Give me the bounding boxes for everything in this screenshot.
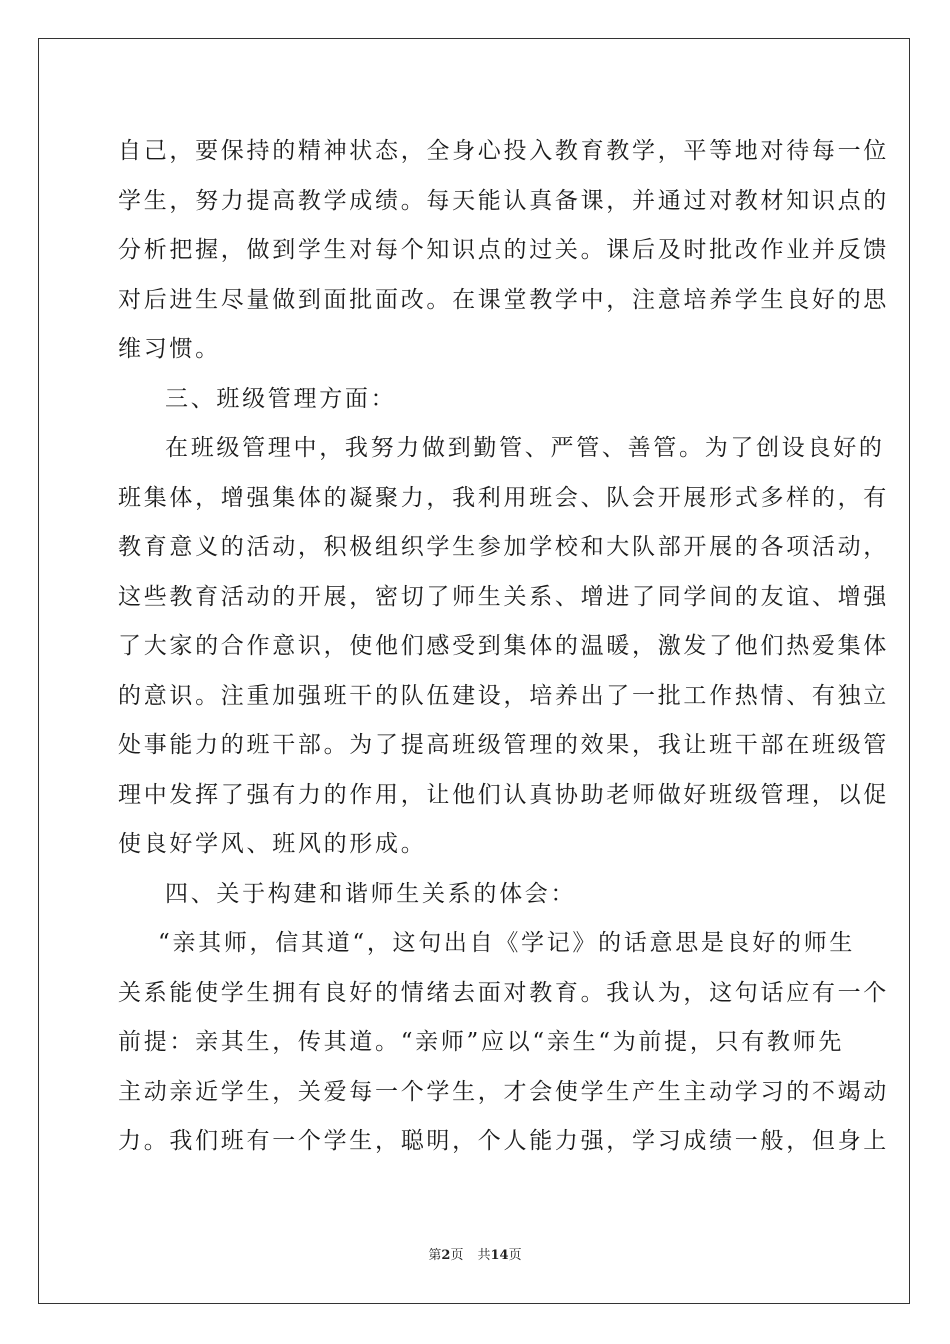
text-line: 关系能使学生拥有良好的情绪去面对教育。我认为，这句话应有一个 [118, 979, 889, 1006]
section-heading: 三、班级管理方面： [165, 385, 397, 412]
total-suffix: 页 [508, 1248, 522, 1263]
text-line: 学生，努力提高教学成绩。每天能认真备课，并通过对教材知识点的 [118, 187, 889, 214]
text-line: 的意识。注重加强班干的队伍建设，培养出了一批工作热情、有独立 [118, 682, 889, 709]
text-line: 处事能力的班干部。为了提高班级管理的效果，我让班干部在班级管 [118, 732, 889, 758]
page-total: 14 [490, 1248, 509, 1263]
page-prefix: 第 [428, 1248, 442, 1263]
page-suffix: 页 [450, 1248, 464, 1263]
text-line: 对后进生尽量做到面批面改。在课堂教学中，注意培养学生良好的思 [118, 286, 889, 313]
text-line: 班集体，增强集体的凝聚力，我利用班会、队会开展形式多样的，有 [118, 484, 889, 511]
text-line: 这些教育活动的开展，密切了师生关系、增进了同学间的友谊、增强 [118, 583, 889, 610]
text-line: 力。我们班有一个学生，聪明，个人能力强，学习成绩一般，但身上 [118, 1128, 889, 1154]
text-line: 自己，要保持的精神状态，全身心投入教育教学，平等地对待每一位 [118, 138, 889, 164]
document-body [118, 127, 889, 1167]
text-line: 主动亲近学生，关爱每一个学生，才会使学生产生主动学习的不竭动 [118, 1078, 889, 1105]
text-line: 前提：亲其生，传其道。“亲师”应以“亲生“为前提，只有教师先 [118, 1029, 845, 1055]
total-prefix: 共 [477, 1248, 491, 1263]
page-current: 2 [441, 1248, 451, 1263]
text-line: “亲其师，信其道“，这句出自《学记》的话意思是良好的师生 [158, 930, 856, 956]
text-line: 理中发挥了强有力的作用，让他们认真协助老师做好班级管理，以促 [118, 781, 889, 808]
text-line: 教育意义的活动，积极组织学生参加学校和大队部开展的各项活动， [118, 534, 889, 560]
text-line: 了大家的合作意识，使他们感受到集体的温暖，激发了他们热爱集体 [118, 633, 889, 659]
page-footer [0, 1244, 950, 1263]
text-line: 使良好学风、班风的形成。 [118, 831, 427, 857]
text-line: 分析把握，做到学生对每个知识点的过关。课后及时批改作业并反馈 [118, 237, 889, 263]
text-line: 在班级管理中，我努力做到勤管、严管、善管。为了创设良好的 [165, 435, 885, 461]
section-heading: 四、关于构建和谐师生关系的体会： [165, 880, 577, 907]
text-line: 维习惯。 [118, 336, 221, 362]
